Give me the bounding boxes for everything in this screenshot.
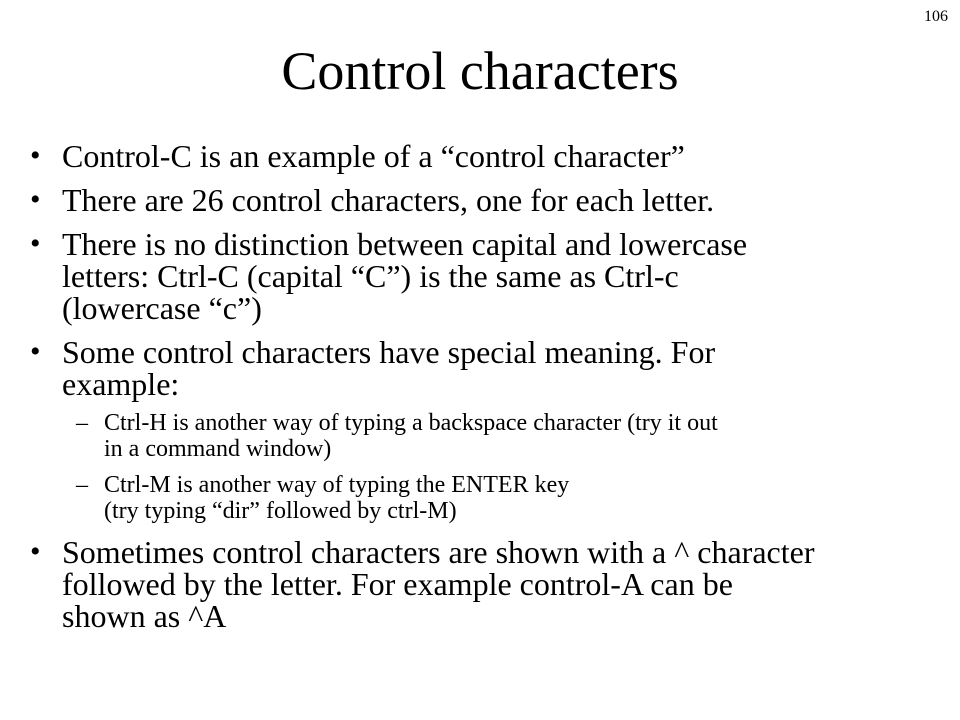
sub-bullet-list	[62, 410, 920, 524]
sub-bullet-marker: –	[76, 472, 88, 498]
sub-bullet-text-line: Ctrl-M is another way of typing the ENTER key	[104, 472, 570, 498]
bullet-marker: •	[30, 535, 41, 568]
sub-bullet-marker: –	[76, 410, 88, 436]
bullet-item	[0, 140, 920, 172]
sub-bullet-item	[62, 410, 920, 462]
bullet-text-line: followed by the letter. For example control-A can be	[62, 566, 733, 602]
bullet-text-line: shown as ^A	[62, 598, 227, 634]
bullet-text-line: Control-C is an example of a “control character”	[62, 138, 685, 174]
bullet-text-line: There are 26 control characters, one for each letter.	[62, 182, 715, 218]
slide-number: 106	[924, 8, 948, 25]
bullet-list	[0, 140, 920, 644]
sub-bullet-text-line: Ctrl-H is another way of typing a backspace character (try it out	[104, 410, 718, 436]
bullet-text-line: Sometimes control characters are shown with a ^ character	[62, 534, 815, 570]
bullet-marker: •	[30, 183, 41, 216]
sub-bullet-item	[62, 472, 920, 524]
bullet-text-line: letters: Ctrl-C (capital “C”) is the same as Ctrl-c	[62, 258, 679, 294]
bullet-item	[0, 336, 920, 524]
bullet-marker: •	[30, 227, 41, 260]
bullet-text-line: (lowercase “c”)	[62, 290, 262, 326]
sub-bullet-text-line: (try typing “dir” followed by ctrl-M)	[104, 498, 457, 524]
bullet-text-line: example:	[62, 366, 180, 402]
bullet-item	[0, 228, 920, 324]
bullet-marker: •	[30, 335, 41, 368]
bullet-marker: •	[30, 139, 41, 172]
bullet-text-line: Some control characters have special meaning. For	[62, 334, 716, 370]
bullet-item	[0, 536, 920, 632]
sub-bullet-text-line: in a command window)	[104, 436, 332, 462]
slide-title: Control characters	[281, 41, 679, 101]
bullet-item	[0, 184, 920, 216]
bullet-text-line: There is no distinction between capital and lowercase	[62, 226, 748, 262]
